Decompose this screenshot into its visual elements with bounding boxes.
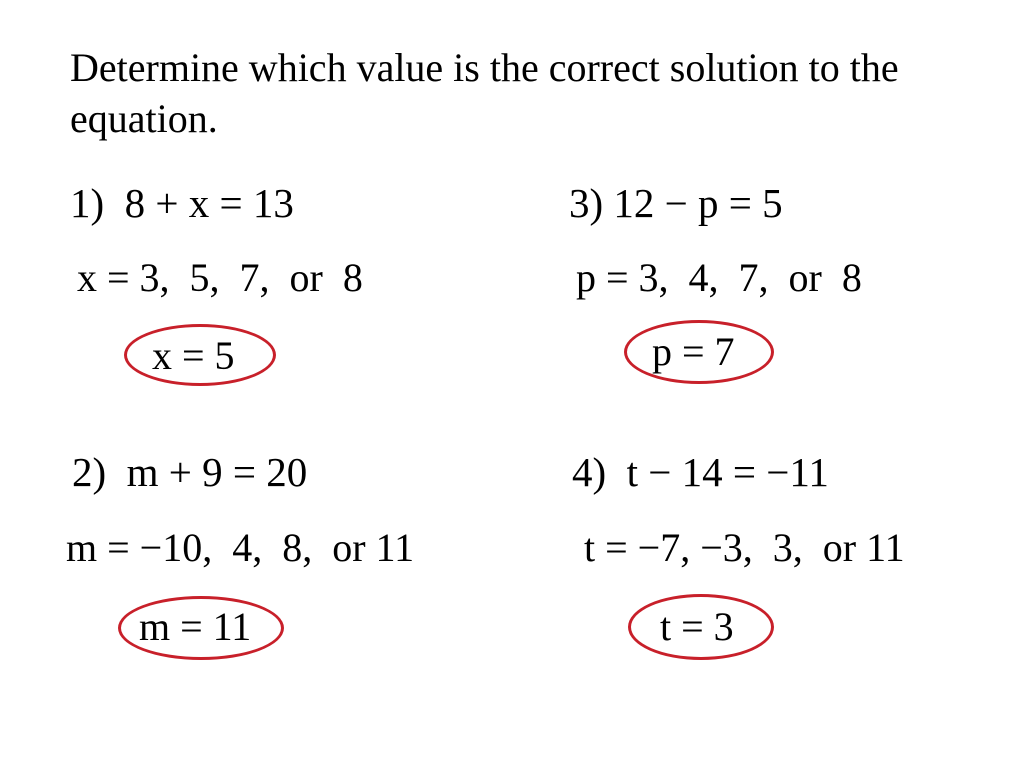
problem-4-answer: t = 3 xyxy=(660,604,734,649)
problem-2-choices: m = −10, 4, 8, or 11 xyxy=(66,525,415,570)
problem-3-answer: p = 7 xyxy=(652,329,735,374)
problem-1-equation: 1) 8 + x = 13 xyxy=(70,180,294,226)
problem-1-answer: x = 5 xyxy=(152,333,235,378)
problem-2-answer: m = 11 xyxy=(139,604,252,649)
problem-2-equation: 2) m + 9 = 20 xyxy=(72,449,308,495)
problem-3-choices: p = 3, 4, 7, or 8 xyxy=(576,255,862,300)
problem-1-choices: x = 3, 5, 7, or 8 xyxy=(77,255,363,300)
problem-4-equation: 4) t − 14 = −11 xyxy=(572,449,829,495)
problem-4-choices: t = −7, −3, 3, or 11 xyxy=(584,525,905,570)
instructions-text: Determine which value is the correct solution to the equation. xyxy=(70,45,899,141)
problem-3-equation: 3) 12 − p = 5 xyxy=(569,180,783,226)
